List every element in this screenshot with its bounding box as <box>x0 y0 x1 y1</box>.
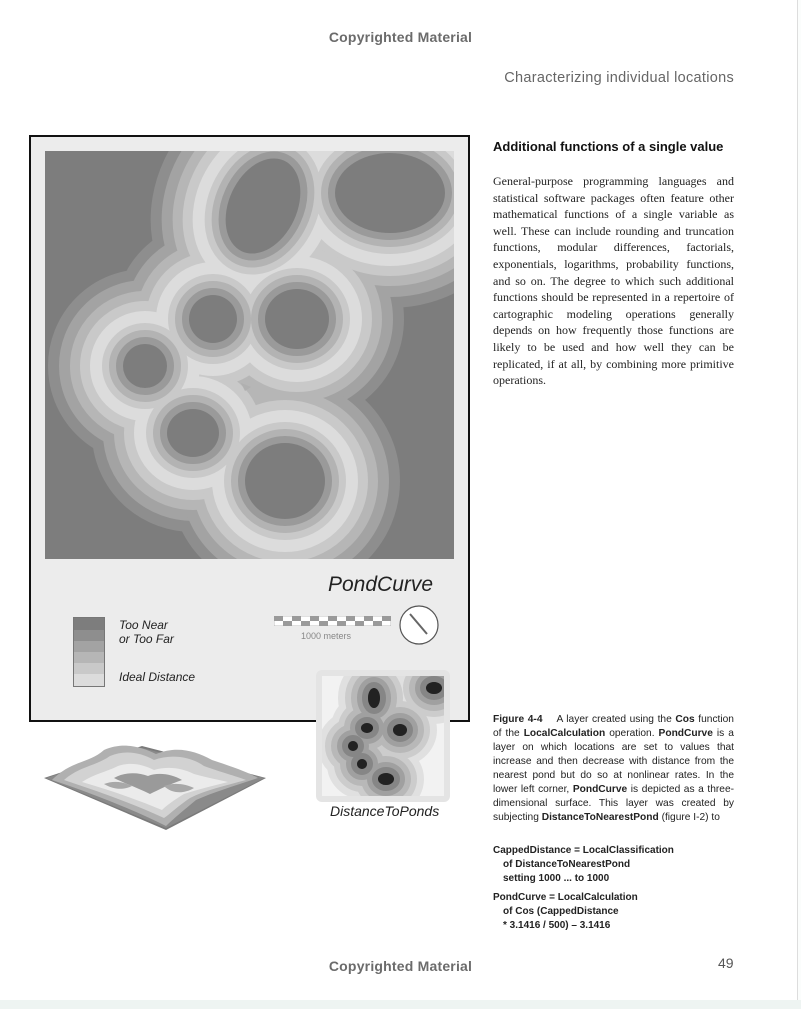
caption-localcalculation: LocalCalculation <box>523 728 606 739</box>
caption-text-5: is depicted as a three-dimensional surface. This layer was created by subjecting <box>493 784 735 823</box>
code-line: of DistanceToNearestPond <box>503 858 631 870</box>
copyright-bottom: Copyrighted Material <box>328 958 473 974</box>
inset-label: DistanceToPonds <box>330 803 440 819</box>
scale-bar <box>274 616 391 626</box>
caption-pondcurve-2: PondCurve <box>572 784 628 795</box>
section-heading: Additional functions of a single value <box>493 139 724 154</box>
legend-ideal: Ideal Distance <box>119 670 196 684</box>
map-title: PondCurve <box>328 573 434 596</box>
caption-distance-to-nearest-pond: DistanceToNearestPond <box>541 812 659 823</box>
code-line: CappedDistance = LocalClassification <box>493 845 674 856</box>
pondcurve-3d-surface <box>44 740 266 832</box>
distance-to-ponds-map <box>322 676 444 796</box>
caption-text-1: A layer created using the <box>556 714 672 725</box>
bottom-strip <box>0 1000 801 1009</box>
code-line: of Cos (CappedDistance <box>503 905 619 917</box>
caption-text-6: (figure I-2) to <box>661 812 720 823</box>
legend-too-near-line1: Too Near <box>119 618 168 632</box>
running-head: Characterizing individual locations <box>504 70 734 86</box>
code-block-capped-distance <box>493 844 674 885</box>
legend-too-near <box>119 618 239 646</box>
caption-cos: Cos <box>675 714 695 725</box>
caption-label: Figure 4-4 <box>493 714 543 725</box>
pondcurve-map <box>45 151 454 559</box>
caption-text-2: function of the <box>493 714 734 739</box>
caption-text-4: is a layer on which locations are set to values that increase and then decrease with distance from the nearest pond but do so at nonlinear rates. In the lower left corner, <box>493 728 734 795</box>
inset-frame <box>316 670 450 802</box>
code-line: * 3.1416 / 500) – 3.1416 <box>503 919 611 931</box>
caption-text-3: operation. <box>609 728 655 739</box>
north-arrow-icon <box>398 604 440 646</box>
legend-swatch <box>73 617 105 687</box>
code-block-pondcurve <box>493 891 638 932</box>
caption-pondcurve: PondCurve <box>658 728 713 739</box>
code-line: PondCurve = LocalCalculation <box>493 892 638 903</box>
scale-label: 1000 meters <box>301 631 352 641</box>
code-line: setting 1000 ... to 1000 <box>503 872 610 884</box>
copyright-top: Copyrighted Material <box>328 29 473 45</box>
figure-frame <box>29 135 470 722</box>
figure-caption <box>493 713 734 825</box>
legend-too-near-line2: or Too Far <box>119 632 174 646</box>
page-number: 49 <box>718 955 734 971</box>
body-paragraph: General-purpose programming languages and statistical software packages often feature other mathematical functions of a single variable as well. These can include rounding and truncation functions, modular differences, factorials, exponentials, logarithms, probability functions, and so on. The degree to which such additional functions should be represented in a repertoire of cartographic modeling operations generally depends on how frequently those functions are likely to be used and how well they can be replicated, if at all, by combining more primitive operations. <box>493 174 734 388</box>
